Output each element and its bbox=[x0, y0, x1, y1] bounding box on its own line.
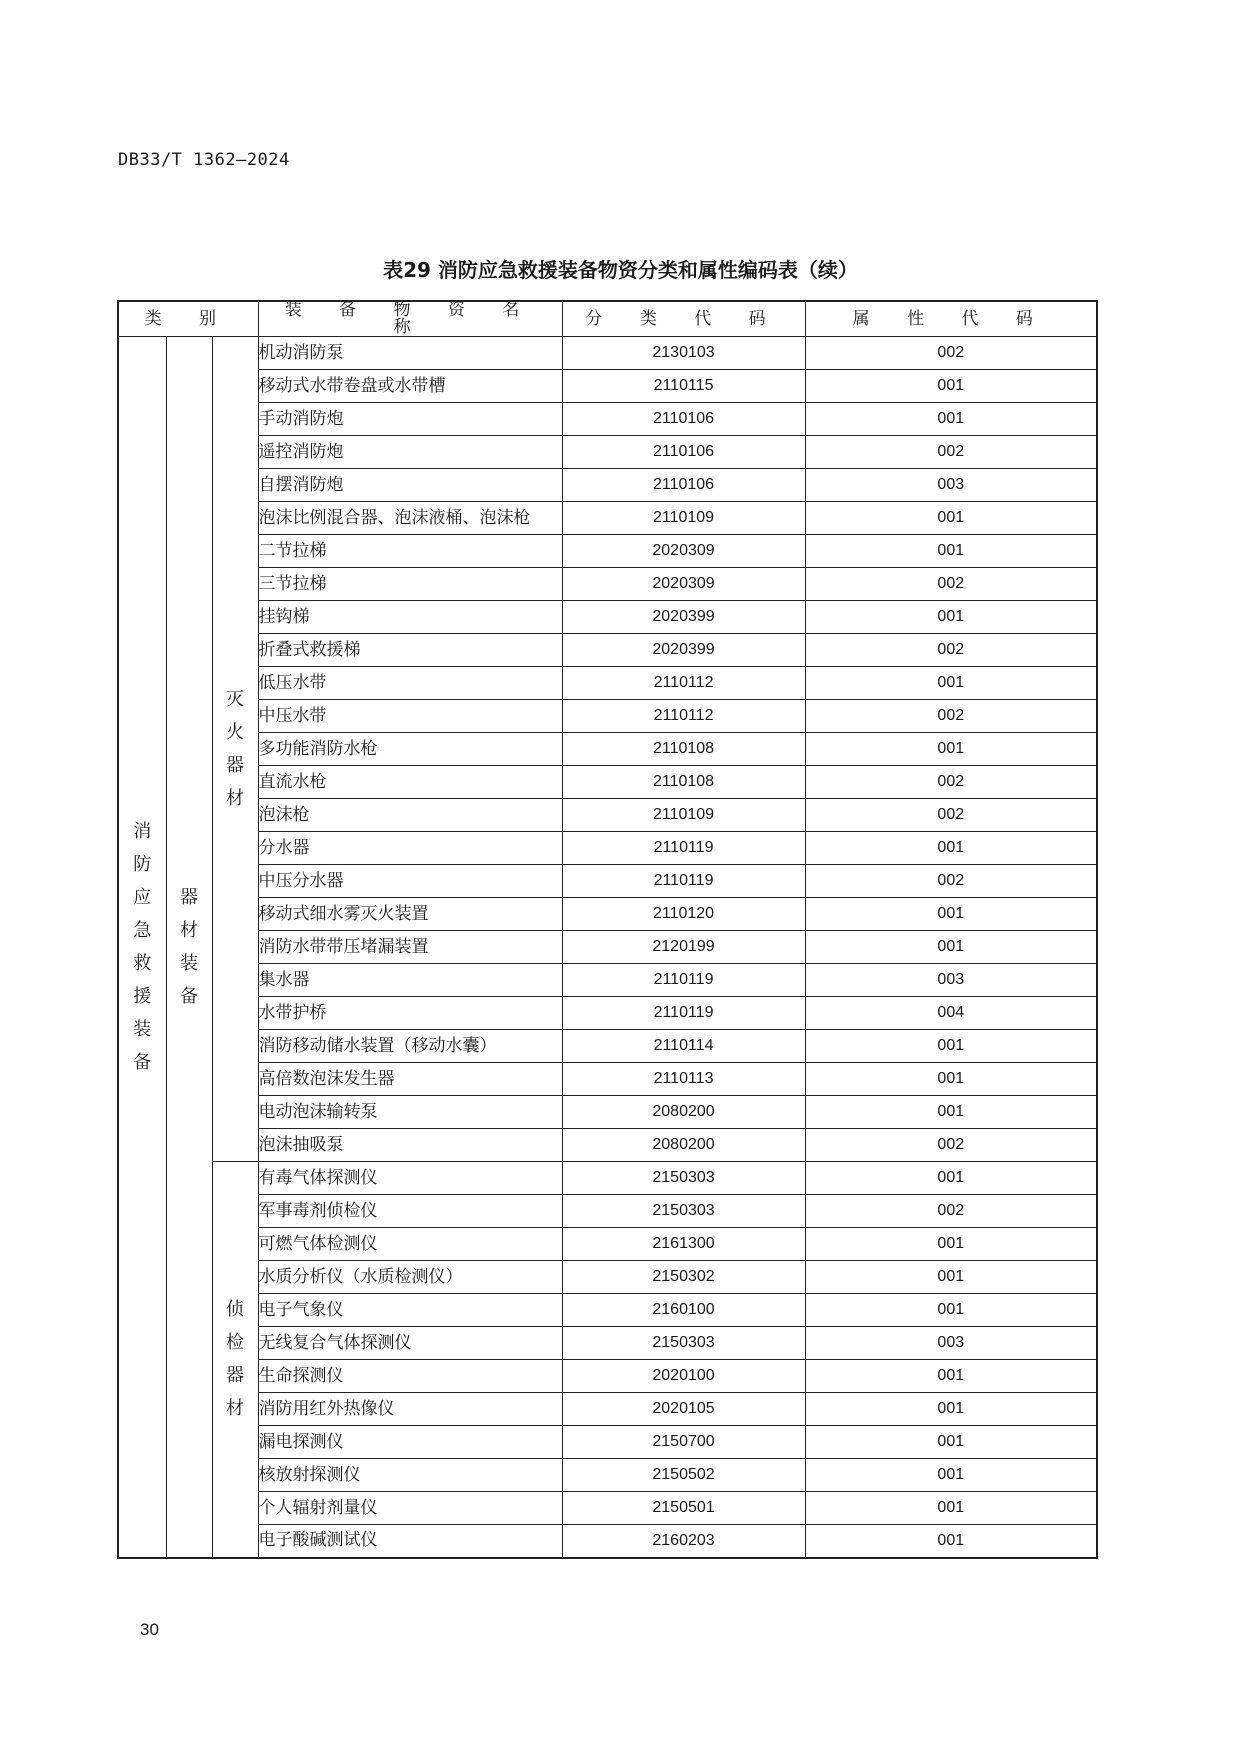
cell-equipment-name: 消防移动储水装置（移动水囊） bbox=[258, 1030, 562, 1063]
cell-equipment-name: 电子酸碱测试仪 bbox=[258, 1525, 562, 1558]
cell-attr-code: 001 bbox=[805, 502, 1097, 535]
table-row bbox=[118, 1261, 1097, 1294]
table-row bbox=[118, 568, 1097, 601]
cell-attr-code: 001 bbox=[805, 370, 1097, 403]
cell-equipment-name: 泡沫比例混合器、泡沫液桶、泡沫枪 bbox=[258, 502, 562, 535]
table-row bbox=[118, 1294, 1097, 1327]
cell-class-code: 2110119 bbox=[562, 997, 805, 1030]
cell-class-code: 2110120 bbox=[562, 898, 805, 931]
cell-class-code: 2110119 bbox=[562, 865, 805, 898]
category-level1 bbox=[118, 337, 166, 1558]
cell-attr-code: 001 bbox=[805, 1426, 1097, 1459]
cell-class-code: 2161300 bbox=[562, 1228, 805, 1261]
header-attr-code: 属 性 代 码 bbox=[805, 301, 1097, 337]
header-category: 类 别 bbox=[118, 301, 258, 337]
cell-attr-code: 001 bbox=[805, 667, 1097, 700]
table-row bbox=[118, 667, 1097, 700]
table-row bbox=[118, 865, 1097, 898]
cell-equipment-name: 电子气象仪 bbox=[258, 1294, 562, 1327]
cell-equipment-name: 自摆消防炮 bbox=[258, 469, 562, 502]
cell-class-code: 2110108 bbox=[562, 733, 805, 766]
table-row bbox=[118, 766, 1097, 799]
cell-attr-code: 001 bbox=[805, 1228, 1097, 1261]
category-level2 bbox=[166, 337, 212, 1558]
cell-class-code: 2080200 bbox=[562, 1096, 805, 1129]
cell-class-code: 2110106 bbox=[562, 436, 805, 469]
table-row bbox=[118, 898, 1097, 931]
cell-class-code: 2110119 bbox=[562, 832, 805, 865]
cell-equipment-name: 水质分析仪（水质检测仪） bbox=[258, 1261, 562, 1294]
cell-class-code: 2150303 bbox=[562, 1195, 805, 1228]
cell-attr-code: 001 bbox=[805, 1525, 1097, 1558]
cell-class-code: 2160203 bbox=[562, 1525, 805, 1558]
table-row bbox=[118, 502, 1097, 535]
cell-attr-code: 001 bbox=[805, 1294, 1097, 1327]
cell-attr-code: 002 bbox=[805, 700, 1097, 733]
cell-attr-code: 001 bbox=[805, 832, 1097, 865]
cell-equipment-name: 漏电探测仪 bbox=[258, 1426, 562, 1459]
cell-class-code: 2110109 bbox=[562, 502, 805, 535]
cell-equipment-name: 二节拉梯 bbox=[258, 535, 562, 568]
table-row bbox=[118, 931, 1097, 964]
header-class-code: 分 类 代 码 bbox=[562, 301, 805, 337]
cell-attr-code: 001 bbox=[805, 931, 1097, 964]
cell-class-code: 2110115 bbox=[562, 370, 805, 403]
cell-equipment-name: 折叠式救援梯 bbox=[258, 634, 562, 667]
table-row bbox=[118, 799, 1097, 832]
cell-class-code: 2110112 bbox=[562, 667, 805, 700]
table-row bbox=[118, 1096, 1097, 1129]
cell-class-code: 2110114 bbox=[562, 1030, 805, 1063]
cell-equipment-name: 移动式细水雾灭火装置 bbox=[258, 898, 562, 931]
cell-equipment-name: 挂钩梯 bbox=[258, 601, 562, 634]
category-group-detection bbox=[212, 1162, 258, 1558]
cell-class-code: 2110108 bbox=[562, 766, 805, 799]
cell-attr-code: 002 bbox=[805, 568, 1097, 601]
cell-class-code: 2150303 bbox=[562, 1327, 805, 1360]
cell-class-code: 2150700 bbox=[562, 1426, 805, 1459]
cell-equipment-name: 个人辐射剂量仪 bbox=[258, 1492, 562, 1525]
cell-equipment-name: 泡沫枪 bbox=[258, 799, 562, 832]
cell-attr-code: 001 bbox=[805, 601, 1097, 634]
classification-table bbox=[117, 300, 1098, 1559]
category-group-label: 灭火器材 bbox=[226, 689, 245, 809]
cell-equipment-name: 三节拉梯 bbox=[258, 568, 562, 601]
cell-equipment-name: 泡沫抽吸泵 bbox=[258, 1129, 562, 1162]
cell-class-code: 2150502 bbox=[562, 1459, 805, 1492]
cell-attr-code: 003 bbox=[805, 469, 1097, 502]
cell-equipment-name: 无线复合气体探测仪 bbox=[258, 1327, 562, 1360]
cell-class-code: 2020105 bbox=[562, 1393, 805, 1426]
cell-class-code: 2020309 bbox=[562, 568, 805, 601]
cell-class-code: 2080200 bbox=[562, 1129, 805, 1162]
category-group-label: 侦检器材 bbox=[226, 1299, 245, 1420]
cell-attr-code: 001 bbox=[805, 1459, 1097, 1492]
table-row bbox=[118, 1459, 1097, 1492]
cell-class-code: 2020399 bbox=[562, 634, 805, 667]
table-row bbox=[118, 700, 1097, 733]
cell-attr-code: 001 bbox=[805, 733, 1097, 766]
cell-equipment-name: 核放射探测仪 bbox=[258, 1459, 562, 1492]
cell-attr-code: 001 bbox=[805, 1162, 1097, 1195]
cell-class-code: 2130103 bbox=[562, 337, 805, 370]
cell-class-code: 2110113 bbox=[562, 1063, 805, 1096]
table-row bbox=[118, 535, 1097, 568]
cell-equipment-name: 电动泡沫输转泵 bbox=[258, 1096, 562, 1129]
cell-equipment-name: 遥控消防炮 bbox=[258, 436, 562, 469]
cell-class-code: 2020399 bbox=[562, 601, 805, 634]
table-row bbox=[118, 1426, 1097, 1459]
cell-class-code: 2110112 bbox=[562, 700, 805, 733]
document-code: DB33/T 1362—2024 bbox=[118, 150, 290, 170]
cell-class-code: 2120199 bbox=[562, 931, 805, 964]
cell-attr-code: 002 bbox=[805, 799, 1097, 832]
cell-attr-code: 001 bbox=[805, 1393, 1097, 1426]
cell-class-code: 2150302 bbox=[562, 1261, 805, 1294]
cell-equipment-name: 多功能消防水枪 bbox=[258, 733, 562, 766]
table-row bbox=[118, 1063, 1097, 1096]
cell-attr-code: 002 bbox=[805, 865, 1097, 898]
table-row bbox=[118, 634, 1097, 667]
cell-equipment-name: 分水器 bbox=[258, 832, 562, 865]
table-title: 表29 消防应急救援装备物资分类和属性编码表（续） bbox=[383, 258, 858, 282]
table-row bbox=[118, 1162, 1097, 1195]
category-level2-label: 器材装备 bbox=[180, 886, 198, 1007]
cell-class-code: 2020309 bbox=[562, 535, 805, 568]
cell-equipment-name: 军事毒剂侦检仪 bbox=[258, 1195, 562, 1228]
table-row bbox=[118, 469, 1097, 502]
cell-attr-code: 001 bbox=[805, 535, 1097, 568]
cell-equipment-name: 生命探测仪 bbox=[258, 1360, 562, 1393]
cell-class-code: 2020100 bbox=[562, 1360, 805, 1393]
table-row bbox=[118, 1129, 1097, 1162]
cell-attr-code: 001 bbox=[805, 1360, 1097, 1393]
table-row bbox=[118, 1393, 1097, 1426]
cell-equipment-name: 直流水枪 bbox=[258, 766, 562, 799]
cell-attr-code: 001 bbox=[805, 1492, 1097, 1525]
cell-equipment-name: 水带护桥 bbox=[258, 997, 562, 1030]
table-row bbox=[118, 1360, 1097, 1393]
cell-attr-code: 001 bbox=[805, 1063, 1097, 1096]
cell-attr-code: 001 bbox=[805, 1030, 1097, 1063]
table-row bbox=[118, 601, 1097, 634]
cell-equipment-name: 低压水带 bbox=[258, 667, 562, 700]
table-row bbox=[118, 1525, 1097, 1558]
cell-attr-code: 002 bbox=[805, 634, 1097, 667]
cell-attr-code: 001 bbox=[805, 1096, 1097, 1129]
cell-attr-code: 002 bbox=[805, 1195, 1097, 1228]
table-row bbox=[118, 832, 1097, 865]
table-row bbox=[118, 1228, 1097, 1261]
cell-equipment-name: 高倍数泡沫发生器 bbox=[258, 1063, 562, 1096]
cell-equipment-name: 消防用红外热像仪 bbox=[258, 1393, 562, 1426]
cell-equipment-name: 有毒气体探测仪 bbox=[258, 1162, 562, 1195]
cell-equipment-name: 可燃气体检测仪 bbox=[258, 1228, 562, 1261]
cell-equipment-name: 集水器 bbox=[258, 964, 562, 997]
cell-attr-code: 001 bbox=[805, 403, 1097, 436]
cell-equipment-name: 中压分水器 bbox=[258, 865, 562, 898]
table-row bbox=[118, 1030, 1097, 1063]
cell-class-code: 2150303 bbox=[562, 1162, 805, 1195]
table-row bbox=[118, 337, 1097, 370]
cell-attr-code: 002 bbox=[805, 436, 1097, 469]
header-name: 装 备 物 资 名 称 bbox=[258, 301, 562, 337]
category-level1-label: 消防应急救援装备 bbox=[133, 820, 152, 1073]
cell-attr-code: 004 bbox=[805, 997, 1097, 1030]
cell-class-code: 2110106 bbox=[562, 403, 805, 436]
cell-equipment-name: 机动消防泵 bbox=[258, 337, 562, 370]
cell-attr-code: 001 bbox=[805, 898, 1097, 931]
cell-class-code: 2110109 bbox=[562, 799, 805, 832]
table-header-row bbox=[118, 301, 1097, 337]
cell-attr-code: 001 bbox=[805, 1261, 1097, 1294]
cell-attr-code: 003 bbox=[805, 964, 1097, 997]
cell-equipment-name: 移动式水带卷盘或水带槽 bbox=[258, 370, 562, 403]
cell-attr-code: 002 bbox=[805, 337, 1097, 370]
page-number: 30 bbox=[140, 1620, 159, 1639]
cell-equipment-name: 消防水带带压堵漏装置 bbox=[258, 931, 562, 964]
cell-attr-code: 002 bbox=[805, 1129, 1097, 1162]
table-row bbox=[118, 1327, 1097, 1360]
table-row bbox=[118, 733, 1097, 766]
cell-class-code: 2110106 bbox=[562, 469, 805, 502]
cell-attr-code: 002 bbox=[805, 766, 1097, 799]
cell-class-code: 2160100 bbox=[562, 1294, 805, 1327]
category-group-fire-fighting bbox=[212, 337, 258, 1162]
table-row bbox=[118, 1492, 1097, 1525]
cell-equipment-name: 手动消防炮 bbox=[258, 403, 562, 436]
table-row bbox=[118, 436, 1097, 469]
table-row bbox=[118, 403, 1097, 436]
cell-class-code: 2110119 bbox=[562, 964, 805, 997]
cell-class-code: 2150501 bbox=[562, 1492, 805, 1525]
table-row bbox=[118, 1195, 1097, 1228]
table-row bbox=[118, 997, 1097, 1030]
table-row bbox=[118, 964, 1097, 997]
cell-equipment-name: 中压水带 bbox=[258, 700, 562, 733]
cell-attr-code: 003 bbox=[805, 1327, 1097, 1360]
table-row bbox=[118, 370, 1097, 403]
